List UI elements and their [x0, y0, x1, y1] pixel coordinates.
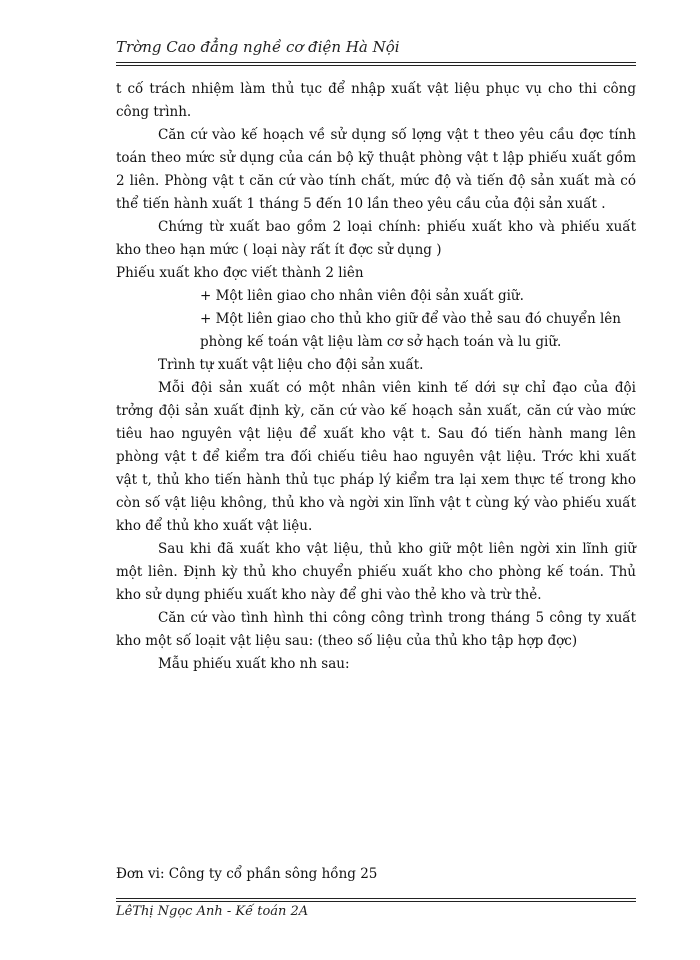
footer-rule-secondary: [116, 901, 636, 902]
page-header: Trờng Cao đẳng nghề cơ điện Hà Nội: [116, 38, 400, 56]
section-heading: Trình tự xuất vật liệu cho đội sản xuất.: [158, 357, 424, 373]
paragraph: t cố trách nhiệm làm thủ tục để nhập xuất vật liệu phục vụ cho thi công công trình.: [116, 81, 636, 120]
document-body: [116, 78, 636, 676]
paragraph: Căn cứ vào kế hoạch về sử dụng số lợng vật t theo yêu cầu đợc tính toán theo mức sử dụng của cán bộ kỹ thuật phòng vật t lập phiếu xuất gồm 2 liên. Phòng vật t căn cứ vào tính chất, mức độ và tiến độ sản xuất mà có thể tiến hành xuất 1 tháng 5 đến 10 lần theo yêu cầu của đội sản xuất .: [116, 127, 636, 212]
unit-line: Đơn vi: Công ty cổ phần sông hồng 25: [116, 866, 378, 882]
header-rule-secondary: [116, 65, 636, 66]
list-item: + Một liên giao cho nhân viên đội sản xuất giữ.: [200, 288, 524, 304]
paragraph: Sau khi đã xuất kho vật liệu, thủ kho giữ một liên ngời xin lĩnh giữ một liên. Định kỳ thủ kho chuyển phiếu xuất kho cho phòng kế toán. Thủ kho sử dụng phiếu xuất kho này để ghi vào thẻ kho và trừ thẻ.: [116, 541, 636, 603]
list-item: + Một liên giao cho thủ kho giữ để vào thẻ sau đó chuyển lên: [200, 311, 621, 327]
footer-rule: [116, 898, 636, 899]
paragraph: Phiếu xuất kho đợc viết thành 2 liên: [116, 265, 364, 281]
page-footer: LêThị Ngọc Anh - Kế toán 2A: [116, 904, 309, 919]
paragraph: Mỗi đội sản xuất có một nhân viên kinh tế dới sự chỉ đạo của đội trởng đội sản xuất định kỳ, căn cứ vào kế hoạch sản xuất, căn cứ vào mức tiêu hao nguyên vật liệu để xuất kho vật t. Sau đó tiến hành mang lên phòng vật t để kiểm tra đối chiếu tiêu hao nguyên vật liệu. Trớc khi xuất vật t, thủ kho tiến hành thủ tục pháp lý kiểm tra lại xem thực tế trong kho còn số vật liệu không, thủ kho và ngời xin lĩnh vật t cùng ký vào phiếu xuất kho để thủ kho xuất vật liệu.: [116, 380, 636, 534]
paragraph: Căn cứ vào tình hình thi công công trình trong tháng 5 công ty xuất kho một số loạit vật liệu sau: (theo số liệu của thủ kho tập hợp đợc): [116, 610, 636, 649]
header-rule: [116, 62, 636, 63]
paragraph: Chứng từ xuất bao gồm 2 loại chính: phiếu xuất kho và phiếu xuất kho theo hạn mức ( loại này rất ít đợc sử dụng ): [116, 219, 636, 258]
paragraph: Mẫu phiếu xuất kho nh sau:: [158, 656, 350, 672]
list-item-continuation: phòng kế toán vật liệu làm cơ sở hạch toán và lu giữ.: [200, 334, 562, 350]
